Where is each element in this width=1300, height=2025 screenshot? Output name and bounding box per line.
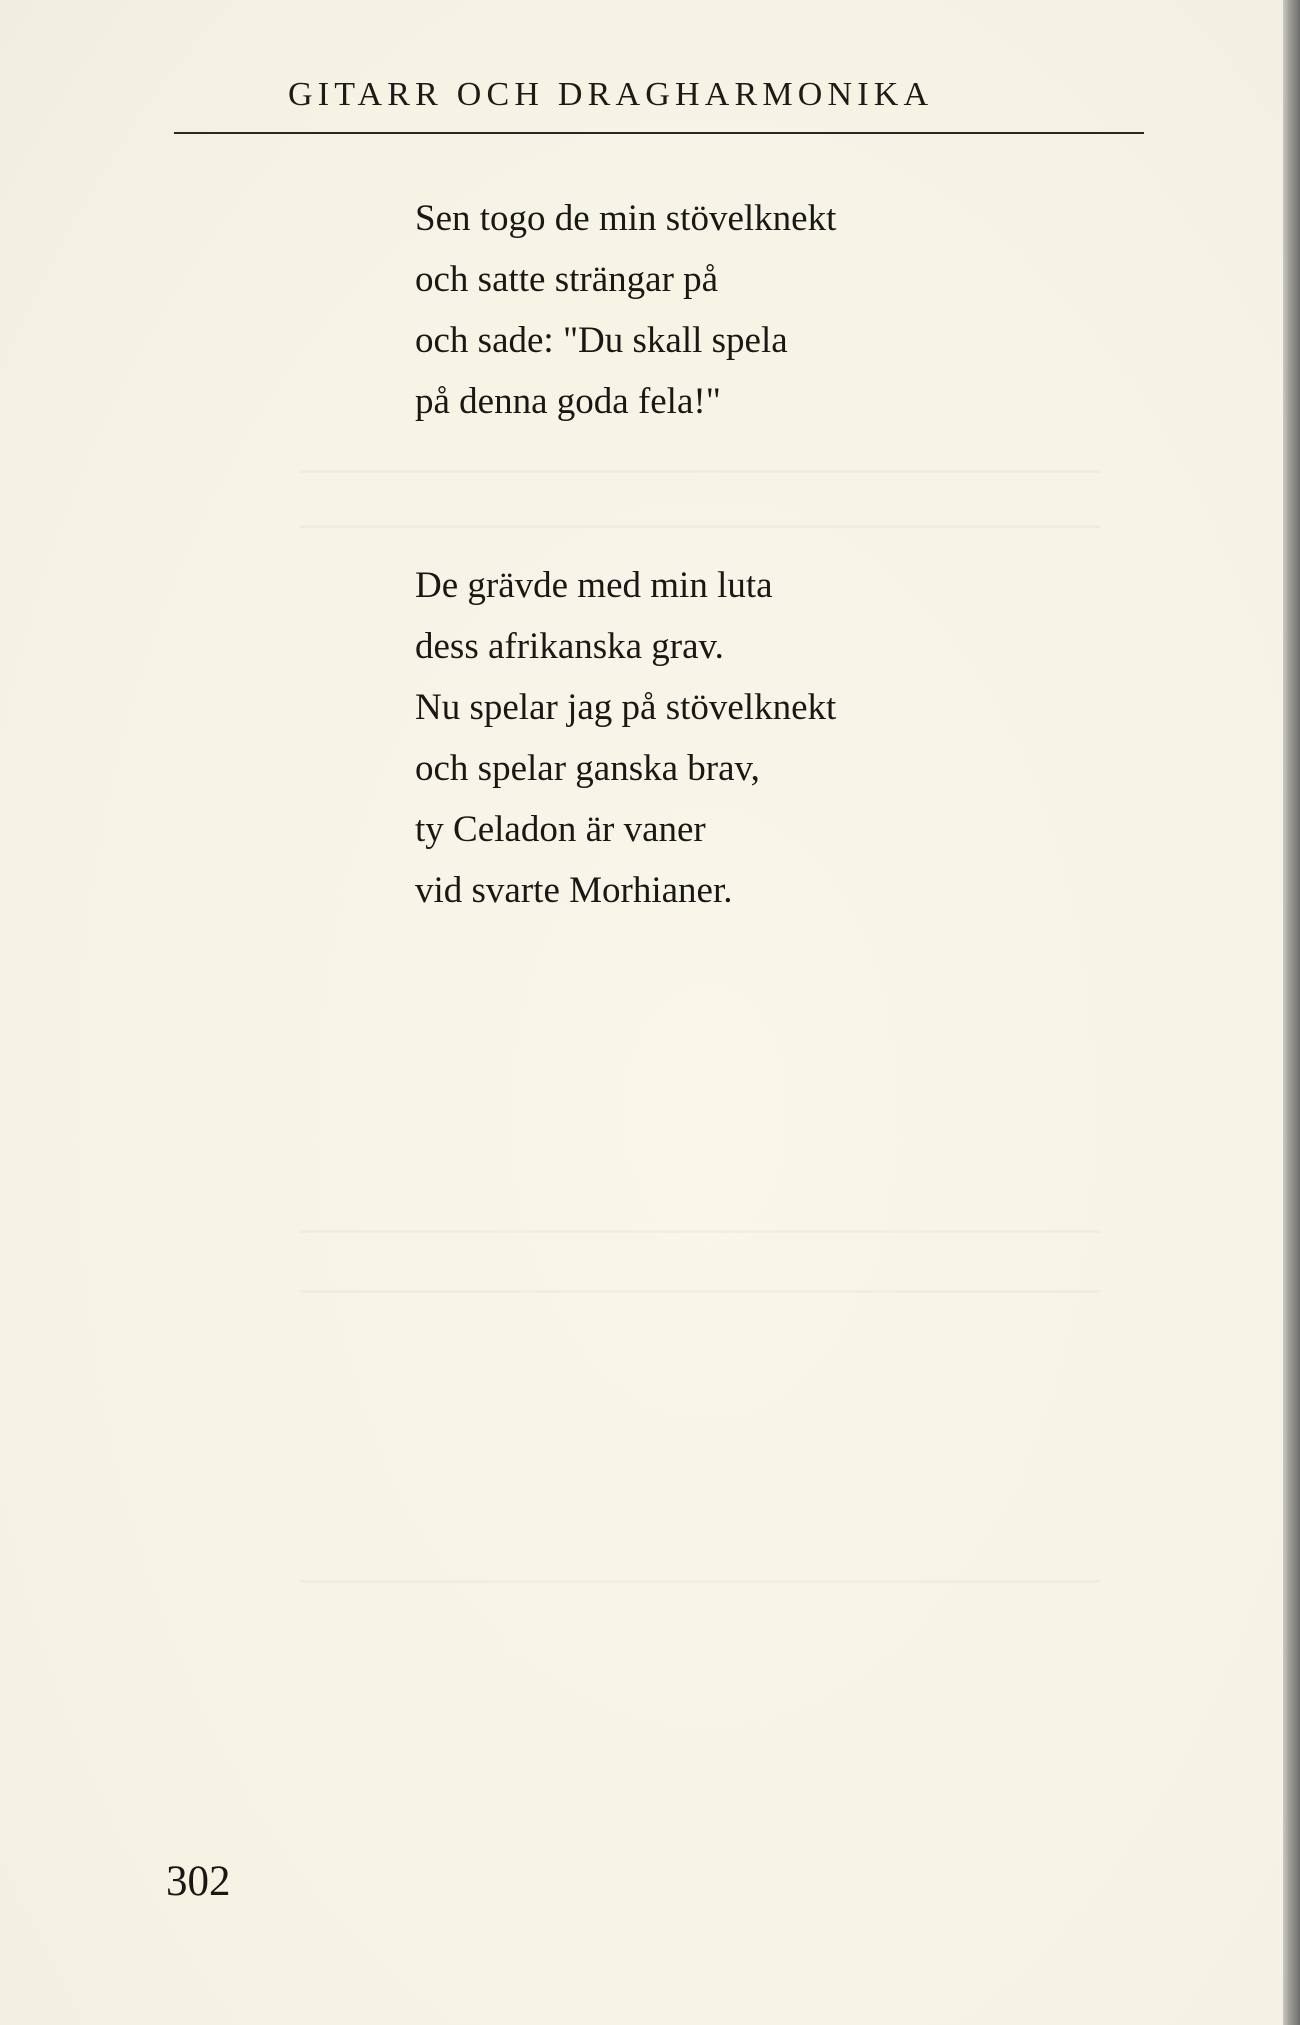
poem-line: Nu spelar jag på stövelknekt xyxy=(415,687,837,728)
show-through-line xyxy=(300,1580,1100,1583)
show-through-line xyxy=(300,1230,1100,1233)
poem-line: dess afrikanska grav. xyxy=(415,626,724,667)
poem xyxy=(415,196,836,929)
page-edge-shadow xyxy=(1283,0,1300,2025)
poem-line: och sade: "Du skall spela xyxy=(415,320,788,361)
poem-line: vid svarte Morhianer. xyxy=(415,870,733,911)
poem-line: och satte strängar på xyxy=(415,259,719,300)
poem-line: ty Celadon är vaner xyxy=(415,809,706,850)
stanza-1 xyxy=(415,196,836,440)
poem-line: och spelar ganska brav, xyxy=(415,748,760,789)
show-through-line xyxy=(300,1290,1100,1293)
poem-line: Sen togo de min stövelknekt xyxy=(415,198,837,239)
header-rule xyxy=(174,132,1144,134)
page-number: 302 xyxy=(166,1858,231,1905)
poem-line: på denna goda fela!" xyxy=(415,381,721,422)
stanza-2 xyxy=(415,563,836,929)
running-head: GITARR OCH DRAGHARMONIKA xyxy=(288,76,934,113)
poem-line: De grävde med min luta xyxy=(415,565,773,606)
